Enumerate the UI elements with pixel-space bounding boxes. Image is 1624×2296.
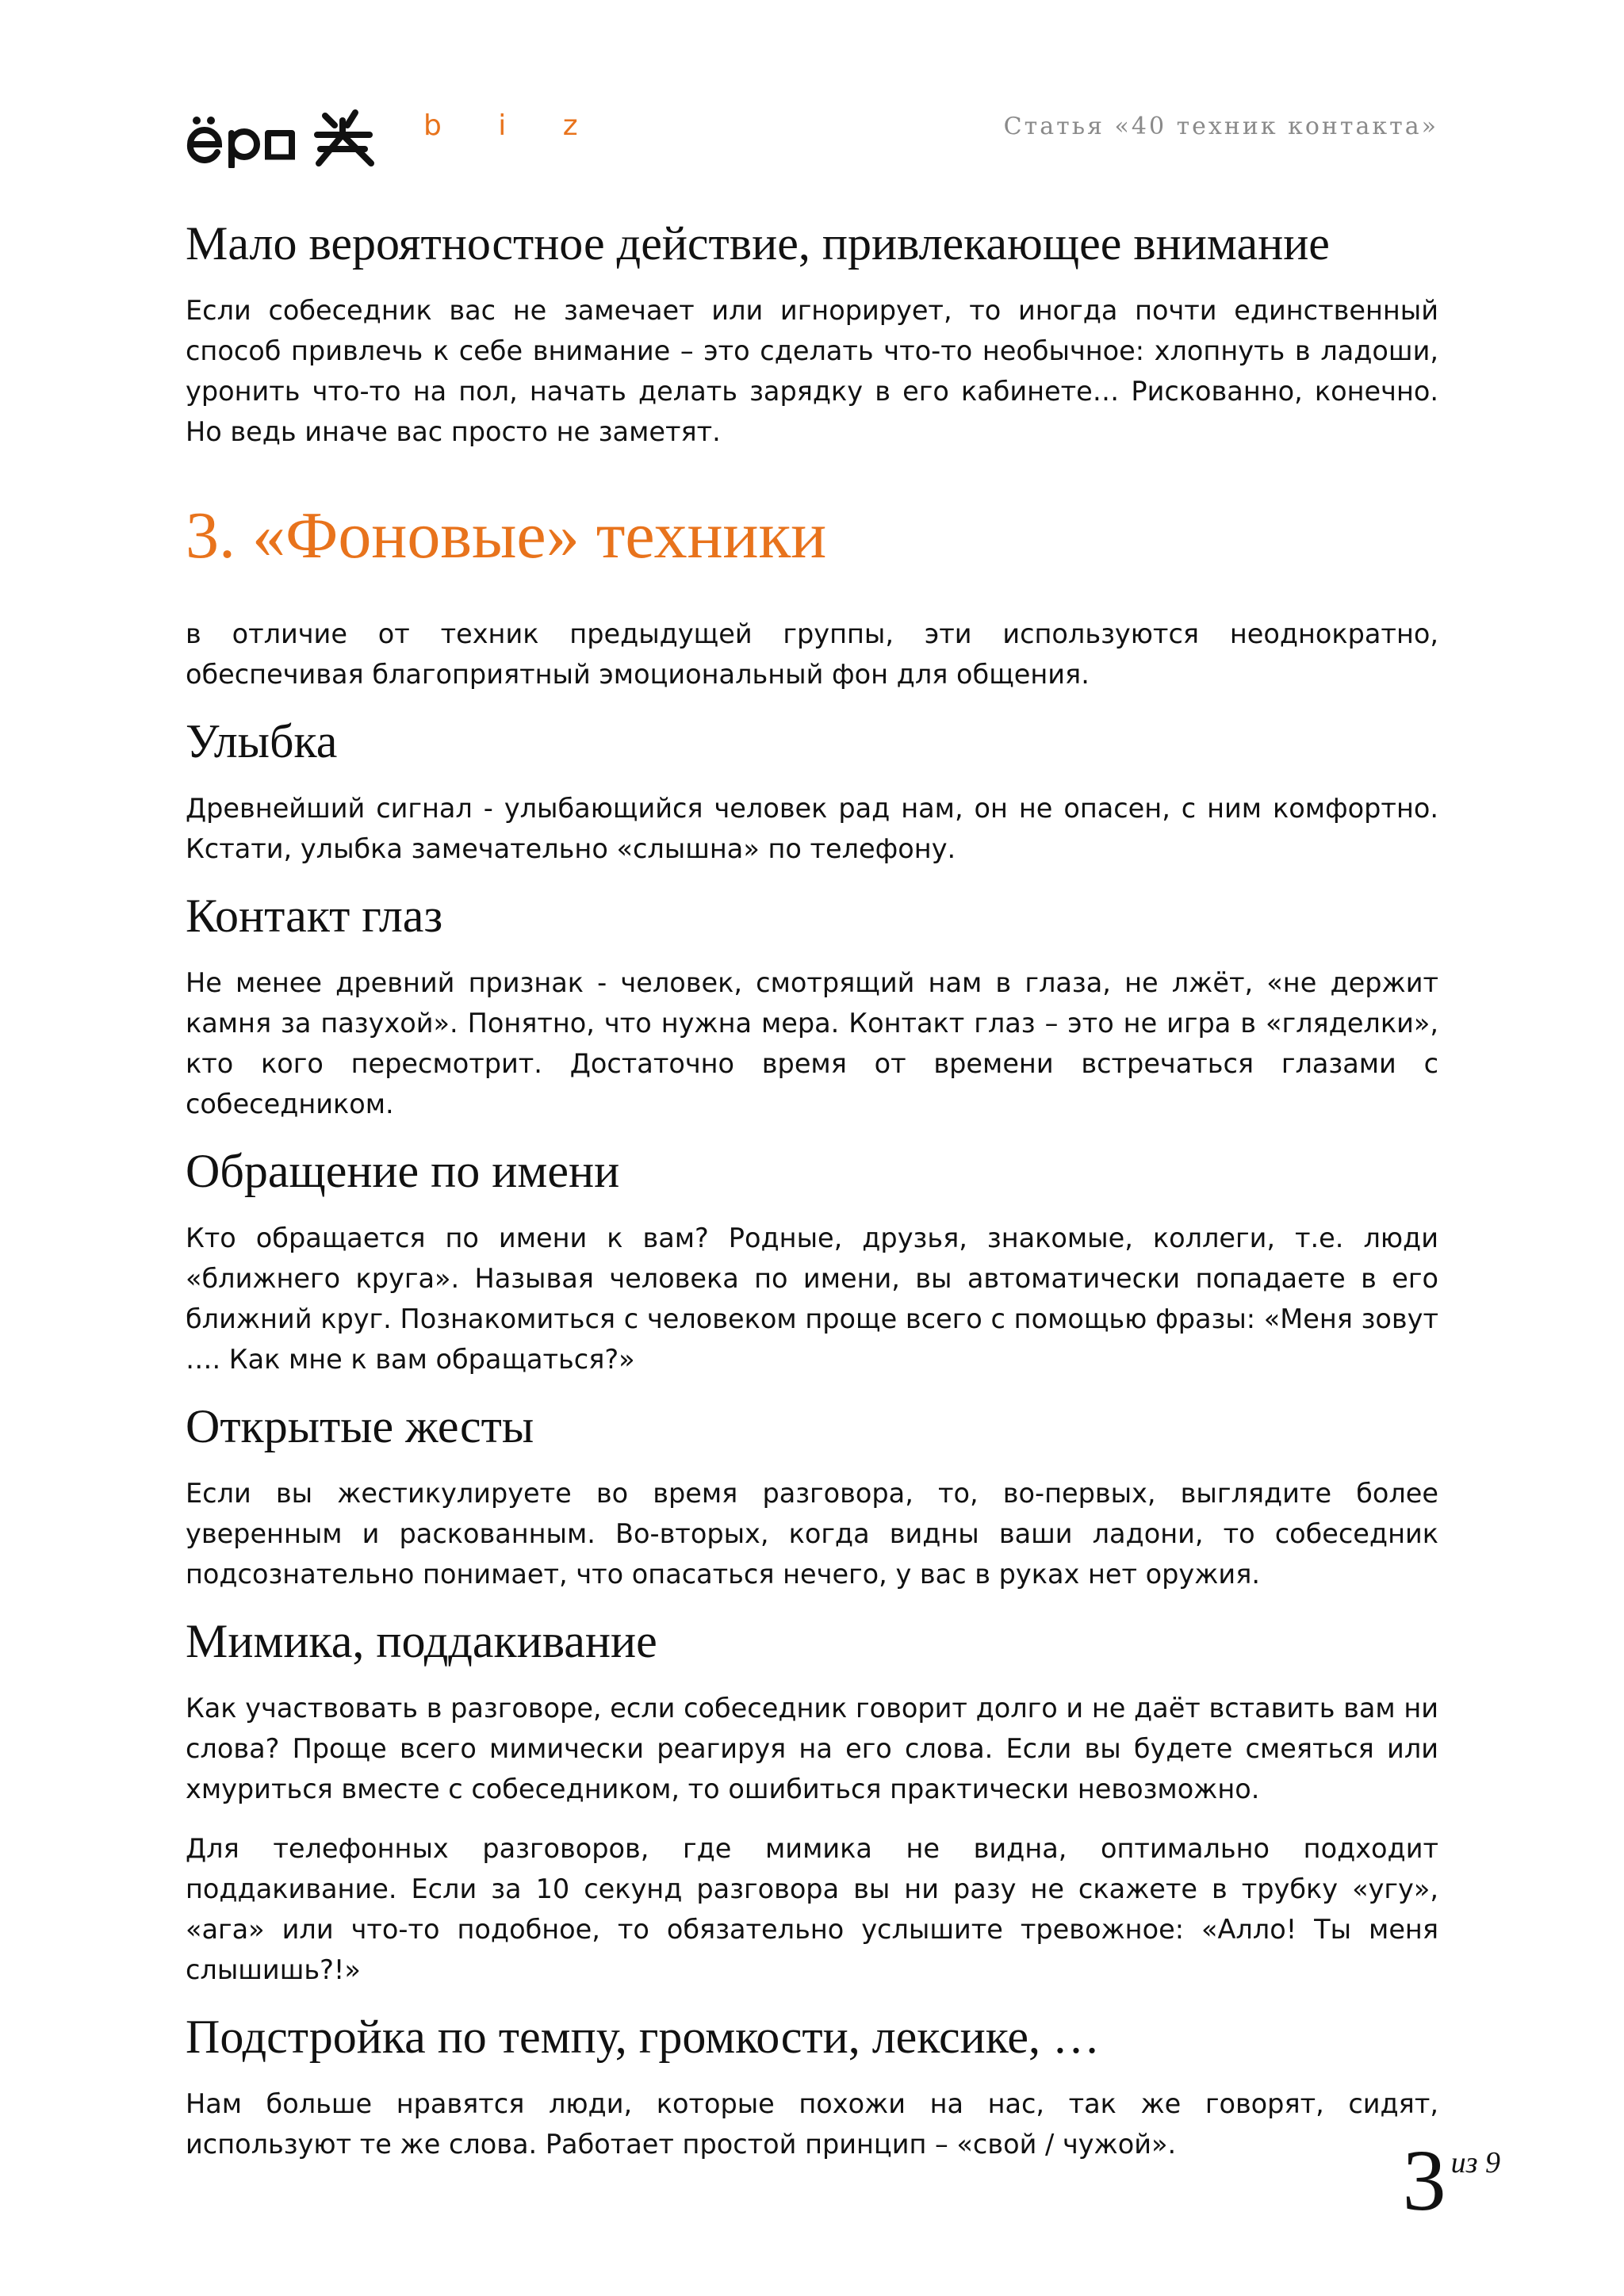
logo-mark-icon (186, 89, 392, 168)
section-intro: в отличие от техник предыдущей группы, эти используются неоднократно, обеспечивая благоприятный эмоциональный фон для общения. (186, 618, 1438, 690)
page-number: 3 (1402, 2132, 1446, 2229)
technique-heading: Подстройка по темпу, громкости, лексике, … (186, 2011, 1100, 2063)
technique-heading: Мимика, поддакивание (186, 1615, 657, 1667)
technique-eye-contact (186, 888, 1438, 1124)
technique-paragraph: Нам больше нравятся люди, которые похожи на нас, так же говорят, сидят, используют те же слова. Работает простой принцип – «свой / чужой». (186, 2088, 1438, 2160)
page-footer (1402, 2132, 1500, 2229)
technique-matching (186, 2009, 1438, 2164)
technique-paragraph: Если вы жестикулируете во время разговора, то, во-первых, выглядите более уверенным и раскованным. Во-вторых, когда видны ваши ладони, то собеседник подсознательно понимает, что опасаться нечего, у вас в руках нет оружия. (186, 1478, 1438, 1590)
intro-heading: Мало вероятностное действие, привлекающее внимание (186, 217, 1330, 270)
company-logo (186, 89, 602, 168)
technique-paragraph: Не менее древний признак - человек, смотрящий нам в глаза, не лжёт, «не держит камня за пазухой». Понятно, что нужна мера. Контакт глаз – это не игра в «гляделки», кто кого пересмотрит. Достаточно время от времени встречаться глазами с собеседником. (186, 967, 1438, 1119)
logo-biz-text: b i z (423, 109, 602, 142)
technique-name-address (186, 1143, 1438, 1380)
technique-open-gestures (186, 1399, 1438, 1594)
technique-heading: Контакт глаз (186, 890, 443, 942)
page-header (186, 89, 1438, 168)
intro-block (186, 216, 1438, 452)
section-title: 3. «Фоновые» техники (186, 499, 827, 572)
technique-paragraph: Для телефонных разговоров, где мимика не видна, оптимально подходит поддакивание. Если за 10 секунд разговора вы ни разу не скажете в трубку «угу», «ага» или что-то подобное, то обязательно услышите тревожное: «Алло! Ты меня слышишь?!» (186, 1833, 1438, 1985)
technique-paragraph: Древнейший сигнал - улыбающийся человек рад нам, он не опасен, с ним комфортно. Кстати, улыбка замечательно «слышна» по телефону. (186, 793, 1438, 864)
intro-paragraph: Если собеседник вас не замечает или игнорирует, то иногда почти единственный способ привлечь к себе внимание – это сделать что-то необычное: хлопнуть в ладоши, уронить что-то на пол, начать делать зарядку в его кабинете… Рискованно, конечно. Но ведь иначе вас просто не заметят. (186, 295, 1438, 447)
article-title: Статья «40 техник контакта» (1003, 113, 1438, 140)
article-content (186, 216, 1438, 2183)
technique-heading: Открытые жесты (186, 1400, 534, 1452)
technique-heading: Обращение по имени (186, 1145, 620, 1197)
technique-paragraph: Кто обращается по имени к вам? Родные, друзья, знакомые, коллеги, т.е. люди «ближнего круга». Называя человека по имени, вы автоматически попадаете в его ближний круг. Познакомиться с человеком проще всего с помощью фразы: «Меня зовут …. Как мне к вам обращаться?» (186, 1223, 1438, 1375)
technique-mimicry (186, 1613, 1438, 1990)
technique-heading: Улыбка (186, 715, 338, 767)
technique-smile (186, 714, 1438, 869)
page-total: из 9 (1450, 2146, 1500, 2179)
technique-paragraph: Как участвовать в разговоре, если собеседник говорит долго и не даёт вставить вам ни слова? Проще всего мимически реагируя на его слова. Если вы будете смеяться или хмуриться вместе с собеседником, то ошибиться практически невозможно. (186, 1693, 1438, 1804)
